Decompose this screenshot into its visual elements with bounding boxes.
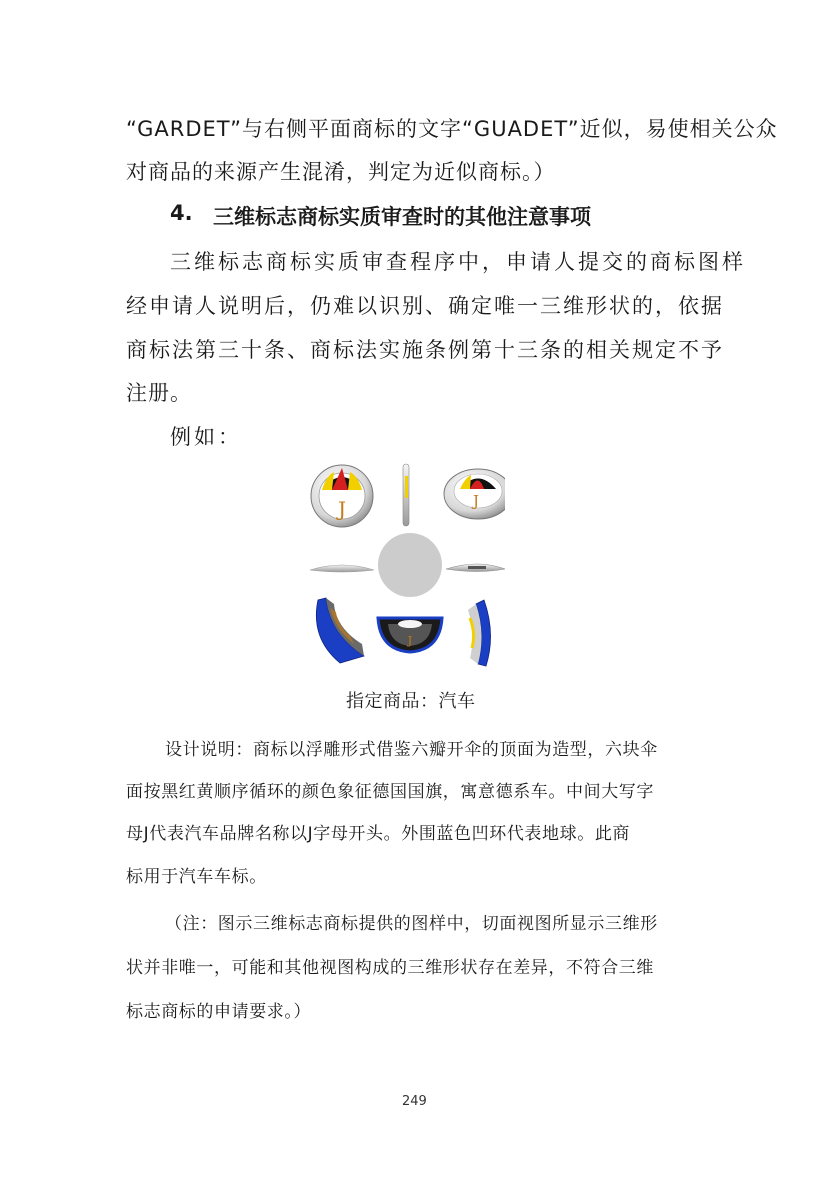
main-line-4: 注册。 — [126, 381, 192, 405]
edge-view-right — [446, 564, 505, 572]
trademark-views-figure — [300, 458, 505, 673]
carryover-line-1: “GARDET”与右侧平面商标的文字“GUADET”近似，易使相关公众 — [126, 117, 778, 141]
emblem-letter-perspective: J — [472, 492, 480, 510]
remark-line-1: （注：图示三维标志商标提供的图样中，切面视图所显示三维形 — [165, 914, 658, 934]
page-number: 249 — [402, 1094, 427, 1109]
main-line-1: 三维标志商标实质审查程序中，申请人提交的商标图样 — [170, 250, 746, 274]
main-line-2: 经申请人说明后，仍难以识别、确定唯一三维形状的，依据 — [126, 294, 724, 318]
emblem-letter-front: J — [337, 497, 347, 521]
cut-view-left — [316, 598, 364, 663]
design-note-line-4: 标用于汽车车标。 — [126, 867, 267, 887]
design-note-line-1: 设计说明：商标以浮雕形式借鉴六瓣开伞的顶面为造型，六块伞 — [165, 740, 658, 760]
remark-line-2: 状并非唯一，可能和其他视图构成的三维形状存在差异，不符合三维 — [126, 958, 654, 978]
section-number: 4. — [170, 201, 193, 225]
design-note-line-3: 母J代表汽车品牌名称以J字母开头。外围蓝色凹环代表地球。此商 — [126, 824, 631, 844]
front-view-emblem — [311, 465, 373, 527]
section-view-disc — [378, 533, 442, 597]
main-line-3: 商标法第三十条、商标法实施条例第十三条的相关规定不予 — [126, 338, 724, 362]
edge-view-left — [310, 565, 374, 572]
cut-view-bottom — [378, 618, 442, 652]
carryover-line-2: 对商品的来源产生混淆，判定为近似商标。） — [126, 160, 556, 184]
cut-view-right — [468, 600, 491, 666]
remark-line-3: 标志商标的申请要求。） — [126, 1002, 312, 1022]
example-intro: 例如： — [170, 425, 242, 449]
section-title: 三维标志商标实质审查时的其他注意事项 — [213, 205, 591, 229]
emblem-letter-cut: J — [407, 634, 413, 647]
design-note-line-2: 面按黑红黄顺序循环的颜色象征德国国旗，寓意德系车。中间大写字 — [126, 782, 654, 802]
side-view-edge-top — [403, 464, 409, 526]
perspective-view-emblem — [444, 469, 505, 519]
figure-caption: 指定商品：汽车 — [346, 691, 476, 712]
